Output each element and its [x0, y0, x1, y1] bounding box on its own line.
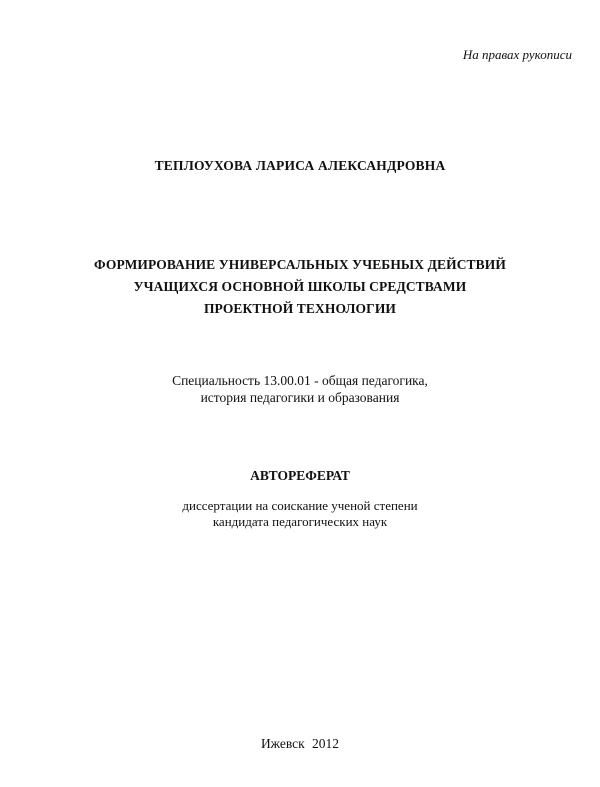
- title-line: ПРОЕКТНОЙ ТЕХНОЛОГИИ: [203, 301, 397, 316]
- specialty-line: история педагогики и образования: [200, 390, 400, 405]
- degree-description: [0, 498, 600, 530]
- specialty: [0, 372, 600, 406]
- dissertation-title: [40, 254, 560, 320]
- title-line: УЧАЩИХСЯ ОСНОВНОЙ ШКОЛЫ СРЕДСТВАМИ: [133, 279, 467, 294]
- place-and-year: Ижевск 2012: [260, 736, 340, 751]
- author-name: ТЕПЛОУХОВА ЛАРИСА АЛЕКСАНДРОВНА: [154, 158, 446, 173]
- rights-note: На правах рукописи: [462, 47, 572, 62]
- degree-line: диссертации на соискание ученой степени: [182, 498, 418, 513]
- specialty-line: Специальность 13.00.01 - общая педагогика,: [172, 373, 428, 388]
- degree-line: кандидата педагогических наук: [212, 514, 388, 529]
- document-type-heading: АВТОРЕФЕРАТ: [250, 468, 350, 483]
- title-line: ФОРМИРОВАНИЕ УНИВЕРСАЛЬНЫХ УЧЕБНЫХ ДЕЙСТВИЙ: [94, 257, 506, 272]
